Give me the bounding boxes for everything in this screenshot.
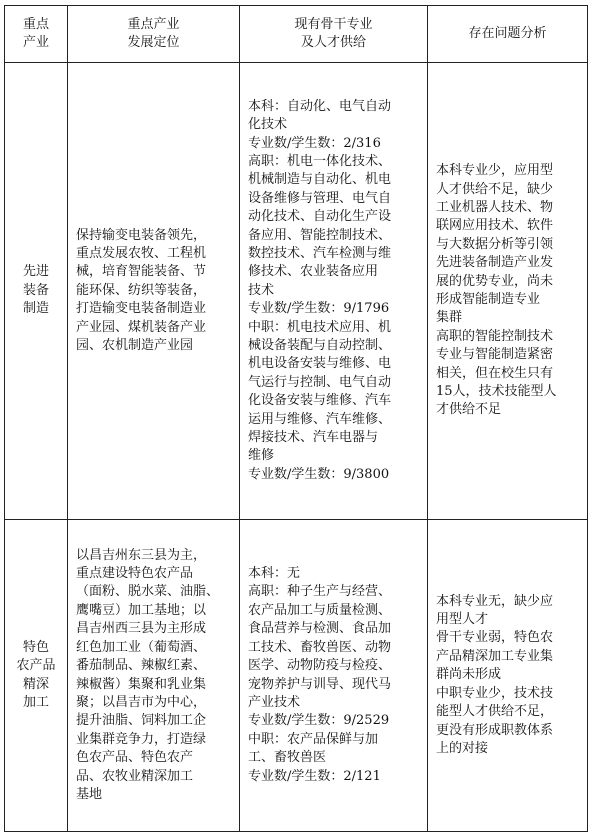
cell-line: 加工	[22, 694, 49, 710]
cell-line: 产业技术	[248, 694, 301, 710]
cell-line: 本科：无	[248, 566, 301, 582]
supply-cell	[240, 520, 428, 832]
cell-line: 提升油脂、饲料加工企	[76, 713, 207, 729]
cell-line: 专业数/学生数：9/2529	[248, 713, 390, 729]
cell-line: 农产品	[16, 658, 56, 674]
cell-line: 鹰嘴豆）加工基地；以	[76, 602, 207, 618]
cell-line: 设备维修与管理、电气自	[248, 190, 392, 206]
positioning-cell	[68, 63, 240, 520]
cell-line: 焊接技术、汽车电器与	[248, 430, 379, 446]
industry-analysis-table	[4, 5, 588, 832]
cell-line: 专业数/学生数：2/316	[248, 135, 381, 151]
cell-line: 用型人才	[436, 612, 489, 628]
issues-cell	[428, 520, 588, 832]
cell-line: 人才供给不足，缺少	[436, 181, 554, 197]
cell-line: 重点建设特色农产品	[76, 566, 194, 582]
table-header-row	[5, 6, 588, 63]
cell-line: 产品精深加工专业集	[436, 648, 554, 664]
cell-line: 械设备装配与自动控制、	[248, 338, 392, 354]
header-supply	[240, 6, 428, 63]
cell-line: 番茄制品、辣椒红素、	[76, 658, 207, 674]
cell-line: 专业数/学生数：2/121	[248, 768, 381, 784]
positioning-cell	[68, 520, 240, 832]
cell-line: 工技术、畜牧兽医、动物	[248, 639, 392, 655]
supply-cell	[240, 63, 428, 520]
header-text: 发展定位	[127, 35, 180, 50]
cell-line: 备应用、智能控制技术、	[248, 227, 392, 243]
cell-line: 上的对接	[436, 740, 489, 756]
cell-line: 能环保、纺织等装备，	[76, 282, 207, 298]
cell-line: 运用与维修、汽车维修、	[248, 411, 392, 427]
cell-line: 以昌吉州东三县为主，	[76, 547, 207, 563]
header-text: 现有骨干专业	[294, 17, 373, 32]
issues-cell	[428, 63, 588, 520]
cell-line: 制造	[22, 301, 49, 317]
cell-line: 数控技术、汽车检测与维	[248, 245, 392, 261]
cell-line: 先进	[22, 264, 49, 280]
cell-line: 15人，技术技能型人	[436, 384, 557, 400]
cell-line: 集群	[436, 310, 463, 326]
cell-line: 保持输变电装备领先，	[76, 227, 207, 243]
cell-line: 工业机器人技术、物	[436, 199, 554, 215]
cell-line: 精深	[22, 676, 49, 692]
cell-line: 先进装备制造产业发	[436, 255, 554, 271]
cell-line: 化技术	[248, 117, 288, 133]
cell-line: 医学、动物防疫与检疫、	[248, 658, 392, 674]
cell-line: 高职的智能控制技术	[436, 328, 554, 344]
table-row	[5, 63, 588, 520]
cell-line: 动化技术、自动化生产设	[248, 209, 392, 225]
header-issues	[428, 6, 588, 63]
cell-line: 业集群竞争力，打造绿	[76, 731, 207, 747]
cell-line: 骨干专业弱，特色农	[436, 630, 554, 646]
cell-line: 打造输变电装备制造业	[76, 301, 207, 317]
cell-line: 食品营养与检测、食品加	[248, 621, 392, 637]
header-text: 及人才供给	[300, 35, 366, 50]
cell-line: 机械制造与自动化、机电	[248, 172, 392, 188]
cell-line: 产业园、煤机装备产业	[76, 319, 207, 335]
cell-line: 本科：自动化、电气自动	[248, 98, 392, 114]
cell-line: 本科专业少，应用型	[436, 163, 554, 179]
cell-line: 重点发展农牧、工程机	[76, 245, 207, 261]
cell-line: 才供给不足	[436, 402, 502, 418]
cell-line: 高职：机电一体化技术、	[248, 153, 392, 169]
cell-line: 中职专业少，技术技	[436, 685, 554, 701]
header-positioning	[68, 6, 240, 63]
cell-line: 群尚未形成	[436, 667, 502, 683]
table-row	[5, 520, 588, 832]
header-text: 重点产业	[127, 17, 180, 32]
cell-line: 高职：种子生产与经营、	[248, 584, 392, 600]
cell-line: 联网应用技术、软件	[436, 218, 554, 234]
cell-line: 气运行与控制、电气自动	[248, 374, 392, 390]
header-text: 存在问题分析	[468, 26, 547, 41]
cell-line: 农产品加工与质量检测、	[248, 602, 392, 618]
cell-line: 专业与智能制造紧密	[436, 347, 554, 363]
cell-line: 修技术、农业装备应用	[248, 264, 379, 280]
cell-line: 本科专业无，缺少应	[436, 593, 554, 609]
cell-line: 相关，但在校生只有	[436, 365, 554, 381]
cell-line: 机电设备安装与维修、电	[248, 356, 392, 372]
cell-line: 特色	[22, 639, 49, 655]
cell-line: 中职：农产品保鲜与加	[248, 731, 379, 747]
cell-line: 品、农牧业精深加工	[76, 768, 194, 784]
cell-line: 械，培育智能装备、节	[76, 264, 207, 280]
cell-line: 红色加工业（葡萄酒、	[76, 639, 207, 655]
cell-line: 技术	[248, 282, 275, 298]
cell-line: 园、农机制造产业园	[76, 338, 194, 354]
cell-line: 工、畜牧兽医	[248, 750, 327, 766]
industry-cell	[5, 520, 68, 832]
cell-line: 更没有形成职教体系	[436, 722, 554, 738]
cell-line: 中职：机电技术应用、机	[248, 319, 392, 335]
cell-line: 宠物养护与训导、现代马	[248, 676, 392, 692]
cell-line: 维修	[248, 448, 275, 464]
industry-cell	[5, 63, 68, 520]
cell-line: 与大数据分析等引领	[436, 236, 554, 252]
cell-line: 化设备安装与维修、汽车	[248, 393, 392, 409]
cell-line: 形成智能制造专业	[436, 292, 541, 307]
cell-line: 辣椒酱）集聚和乳业集	[76, 676, 207, 692]
cell-line: 基地	[76, 786, 103, 802]
cell-line: 能型人才供给不足，	[436, 704, 554, 720]
cell-line: 展的优势专业，尚未	[436, 273, 554, 289]
cell-line: 昌吉州西三县为主形成	[76, 621, 207, 637]
cell-line: 聚；以昌吉市为中心，	[76, 694, 207, 710]
cell-line: 专业数/学生数：9/1796	[248, 301, 390, 317]
header-text: 产业	[22, 35, 49, 50]
cell-line: 色农产品、特色农产	[76, 750, 194, 766]
header-industry	[5, 6, 68, 63]
cell-line: 装备	[22, 282, 49, 298]
cell-line: 专业数/学生数：9/3800	[248, 466, 390, 482]
cell-line: （面粉、脱水菜、油脂、	[76, 584, 220, 600]
header-text: 重点	[22, 17, 49, 32]
